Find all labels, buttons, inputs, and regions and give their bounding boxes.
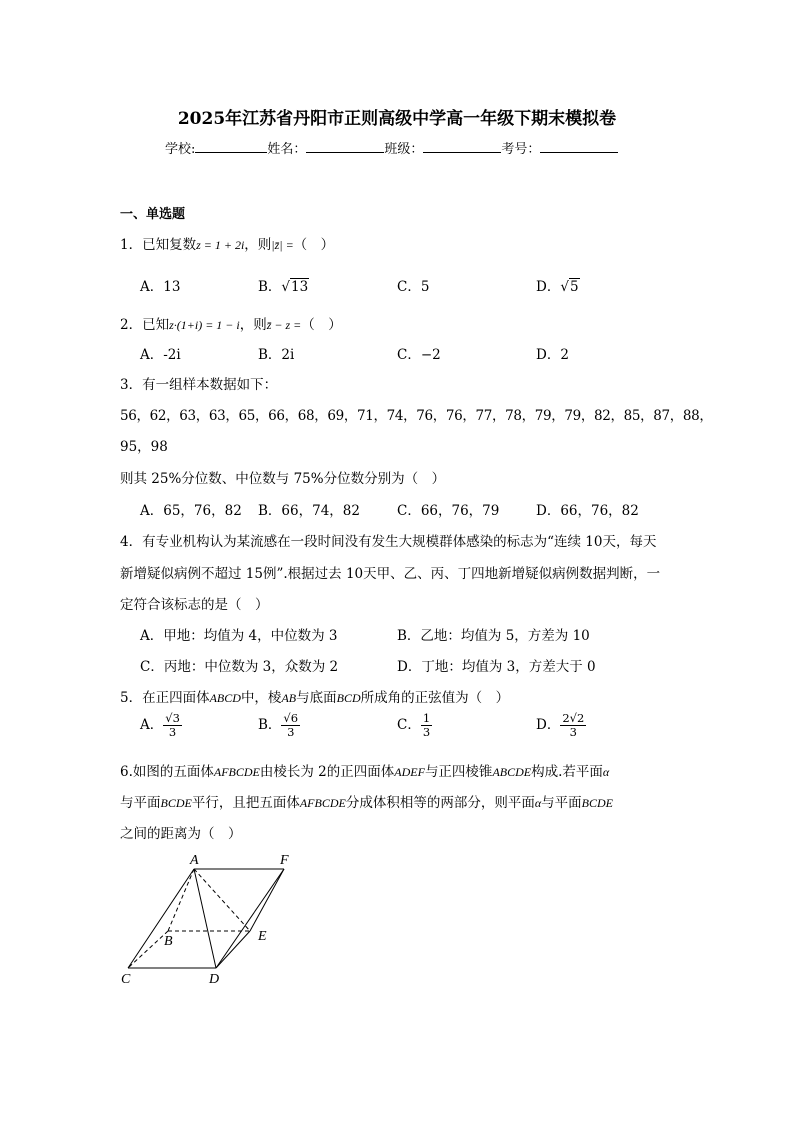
edge-ab <box>168 869 194 931</box>
school-label: 学校: <box>165 142 196 157</box>
question-2-stem <box>120 313 342 333</box>
q5-option-b-denominator: 3 <box>287 725 295 739</box>
label-b: B <box>164 934 173 949</box>
q1-option-d-radicand: 5 <box>569 279 579 295</box>
q1-option-d-prefix: D． <box>536 279 561 295</box>
id-label: 考号： <box>501 142 541 157</box>
q5-option-b-prefix: B． <box>258 717 282 733</box>
q2-option-b[interactable]: B．2i <box>258 347 295 363</box>
edge-ad <box>194 869 216 968</box>
q5-option-a-denominator: 3 <box>168 725 177 739</box>
q5-term-3: BCD <box>336 691 361 705</box>
edge-fe <box>250 869 284 931</box>
q6-line-2 <box>120 791 613 811</box>
q1-expr: z = 1 + 2i <box>196 238 245 252</box>
q5-option-d-numerator: 2√2 <box>562 711 585 725</box>
q6-line-3: 之间的距离为（ ） <box>120 826 242 842</box>
q1-option-b-radicand: 13 <box>291 279 309 295</box>
q5-text-c: 与底面 <box>296 690 337 706</box>
q5-option-b-fraction <box>281 712 300 739</box>
q6-l1-term-2: ADEF <box>394 765 425 779</box>
q1-option-a[interactable]: A．13 <box>140 279 181 295</box>
q3-option-a[interactable]: A．65，76，82 <box>140 503 242 519</box>
q5-option-a-numerator: √3 <box>165 711 180 725</box>
question-5-stem <box>120 686 509 706</box>
q1-option-c[interactable]: C．5 <box>397 279 430 295</box>
q6-l2-text-c: 分成体积相等的两部分，则平面 <box>345 795 535 811</box>
q6-l1-term-3: ABCDE <box>492 765 532 779</box>
q5-option-d-fraction <box>560 712 586 739</box>
edge-bc <box>128 931 168 968</box>
label-d: D <box>209 972 220 987</box>
q6-l1-text-a: 6.如图的五面体 <box>120 764 214 780</box>
q2-option-a[interactable]: A．-2i <box>140 347 181 363</box>
q6-l2-term-1: BCDE <box>160 796 192 810</box>
name-blank[interactable] <box>306 139 384 153</box>
q4-option-d[interactable]: D．丁地：均值为 3，方差大于 0 <box>397 659 596 675</box>
q6-l2-text-d: 与平面 <box>541 795 582 811</box>
q6-l2-term-2: AFBCDE <box>299 796 346 810</box>
q6-l1-term-4: α <box>602 765 610 779</box>
q1-option-b-sqrt: √13 <box>281 279 309 295</box>
q3-option-b[interactable]: B．66，74，82 <box>258 503 360 519</box>
q5-option-b[interactable] <box>258 712 300 739</box>
q5-text-b: 中，棱 <box>240 690 282 706</box>
q3-data-line-2: 95，98 <box>120 439 168 455</box>
q3-option-d[interactable]: D．66，76，82 <box>536 503 639 519</box>
label-c: C <box>121 972 131 987</box>
q2-text-c: （ ） <box>301 317 342 333</box>
q2-option-d[interactable]: D．2 <box>536 347 569 363</box>
edge-fd <box>216 869 284 968</box>
q4-line-3: 定符合该标志的是（ ） <box>120 597 269 613</box>
label-a: A <box>190 853 199 868</box>
q3-option-c[interactable]: C．66，76，79 <box>397 503 500 519</box>
q2-text-b: ，则 <box>239 317 267 333</box>
edge-ae <box>194 869 250 931</box>
q3-data-line-1: 56，62，63，63，65，66，68，69，71，74，76，76，77，78，79，79，82，85，87，88， <box>120 408 713 424</box>
q4-option-a[interactable]: A．甲地：均值为 4，中位数为 3 <box>140 628 338 644</box>
q5-option-c[interactable] <box>397 712 432 739</box>
q5-option-a-prefix: A． <box>140 717 164 733</box>
class-label: 班级： <box>384 142 424 157</box>
q2-expr: z·(1+i) = 1 − i <box>169 318 240 332</box>
pentahedron-figure <box>110 845 310 990</box>
question-1-stem <box>120 233 334 253</box>
name-label: 姓名： <box>267 142 307 157</box>
q4-option-b[interactable]: B．乙地：均值为 5，方差为 10 <box>397 628 590 644</box>
class-blank[interactable] <box>423 139 501 153</box>
q5-option-d[interactable] <box>536 712 586 739</box>
page-title: 2025年江苏省丹阳市正则高级中学高一年级下期末模拟卷 <box>177 109 617 129</box>
q1-expr2: |z̄| = <box>271 238 294 252</box>
student-info-line <box>165 138 618 157</box>
q5-option-c-prefix: C． <box>397 717 421 733</box>
q6-l1-text-d: 构成.若平面 <box>531 764 603 780</box>
q5-option-b-numerator: √6 <box>283 711 299 725</box>
q2-option-c[interactable]: C．−2 <box>397 347 441 363</box>
q1-text-b: ，则 <box>244 237 272 253</box>
q5-option-d-denominator: 3 <box>569 725 577 739</box>
edge-de <box>216 931 250 968</box>
q5-option-c-fraction <box>421 712 432 739</box>
q5-option-d-prefix: D． <box>536 717 561 733</box>
q1-text-a: 1．已知复数 <box>120 237 197 253</box>
q6-l2-term-3: α <box>534 796 542 810</box>
question-3-stem: 3．有一组样本数据如下： <box>120 377 278 393</box>
school-blank[interactable] <box>195 139 267 153</box>
q4-option-c[interactable]: C．丙地：中位数为 3，众数为 2 <box>140 659 339 675</box>
q6-l2-text-a: 与平面 <box>120 795 161 811</box>
q5-option-c-denominator: 3 <box>422 725 431 739</box>
q4-line-1: 4．有专业机构认为某流感在一段时间没有发生大规模群体感染的标志为“连续 10天，每天 <box>120 534 657 550</box>
label-e: E <box>258 929 267 944</box>
q1-option-b[interactable] <box>258 275 309 295</box>
q5-text-a: 5．在正四面体 <box>120 690 210 706</box>
q5-term-1: ABCD <box>209 691 241 705</box>
q6-line-1 <box>120 760 609 780</box>
q5-option-a-fraction <box>163 712 182 739</box>
q6-l2-term-4: BCDE <box>581 796 613 810</box>
q6-l1-term-1: AFBCDE <box>213 765 260 779</box>
q5-text-d: 所成角的正弦值为（ ） <box>360 690 510 706</box>
q1-option-d-sqrt: √5 <box>560 279 579 295</box>
q5-term-2: AB <box>281 691 297 705</box>
q6-l1-text-b: 由棱长为 2的正四面体 <box>259 764 395 780</box>
id-blank[interactable] <box>540 139 618 153</box>
q5-option-a[interactable] <box>140 712 182 739</box>
q4-line-2: 新增疑似病例不超过 15例”.根据过去 10天甲、乙、丙、丁四地新增疑似病例数据判断，一 <box>120 566 661 582</box>
q1-option-b-prefix: B． <box>258 279 282 295</box>
q3-question: 则其 25%分位数、中位数与 75%分位数分别为（ ） <box>120 471 446 487</box>
q2-text-a: 2．已知 <box>120 317 170 333</box>
edge-ac <box>128 869 194 968</box>
q2-expr2: z̄ − z = <box>266 318 302 332</box>
q1-text-c: （ ） <box>293 237 335 253</box>
q6-l2-text-b: 平行，且把五面体 <box>191 795 300 811</box>
q5-option-c-numerator: 1 <box>422 711 431 725</box>
q1-option-d[interactable] <box>536 275 580 295</box>
q6-l1-text-c: 与正四棱锥 <box>424 764 493 780</box>
label-f: F <box>280 853 289 868</box>
section-heading: 一、单选题 <box>120 207 186 222</box>
